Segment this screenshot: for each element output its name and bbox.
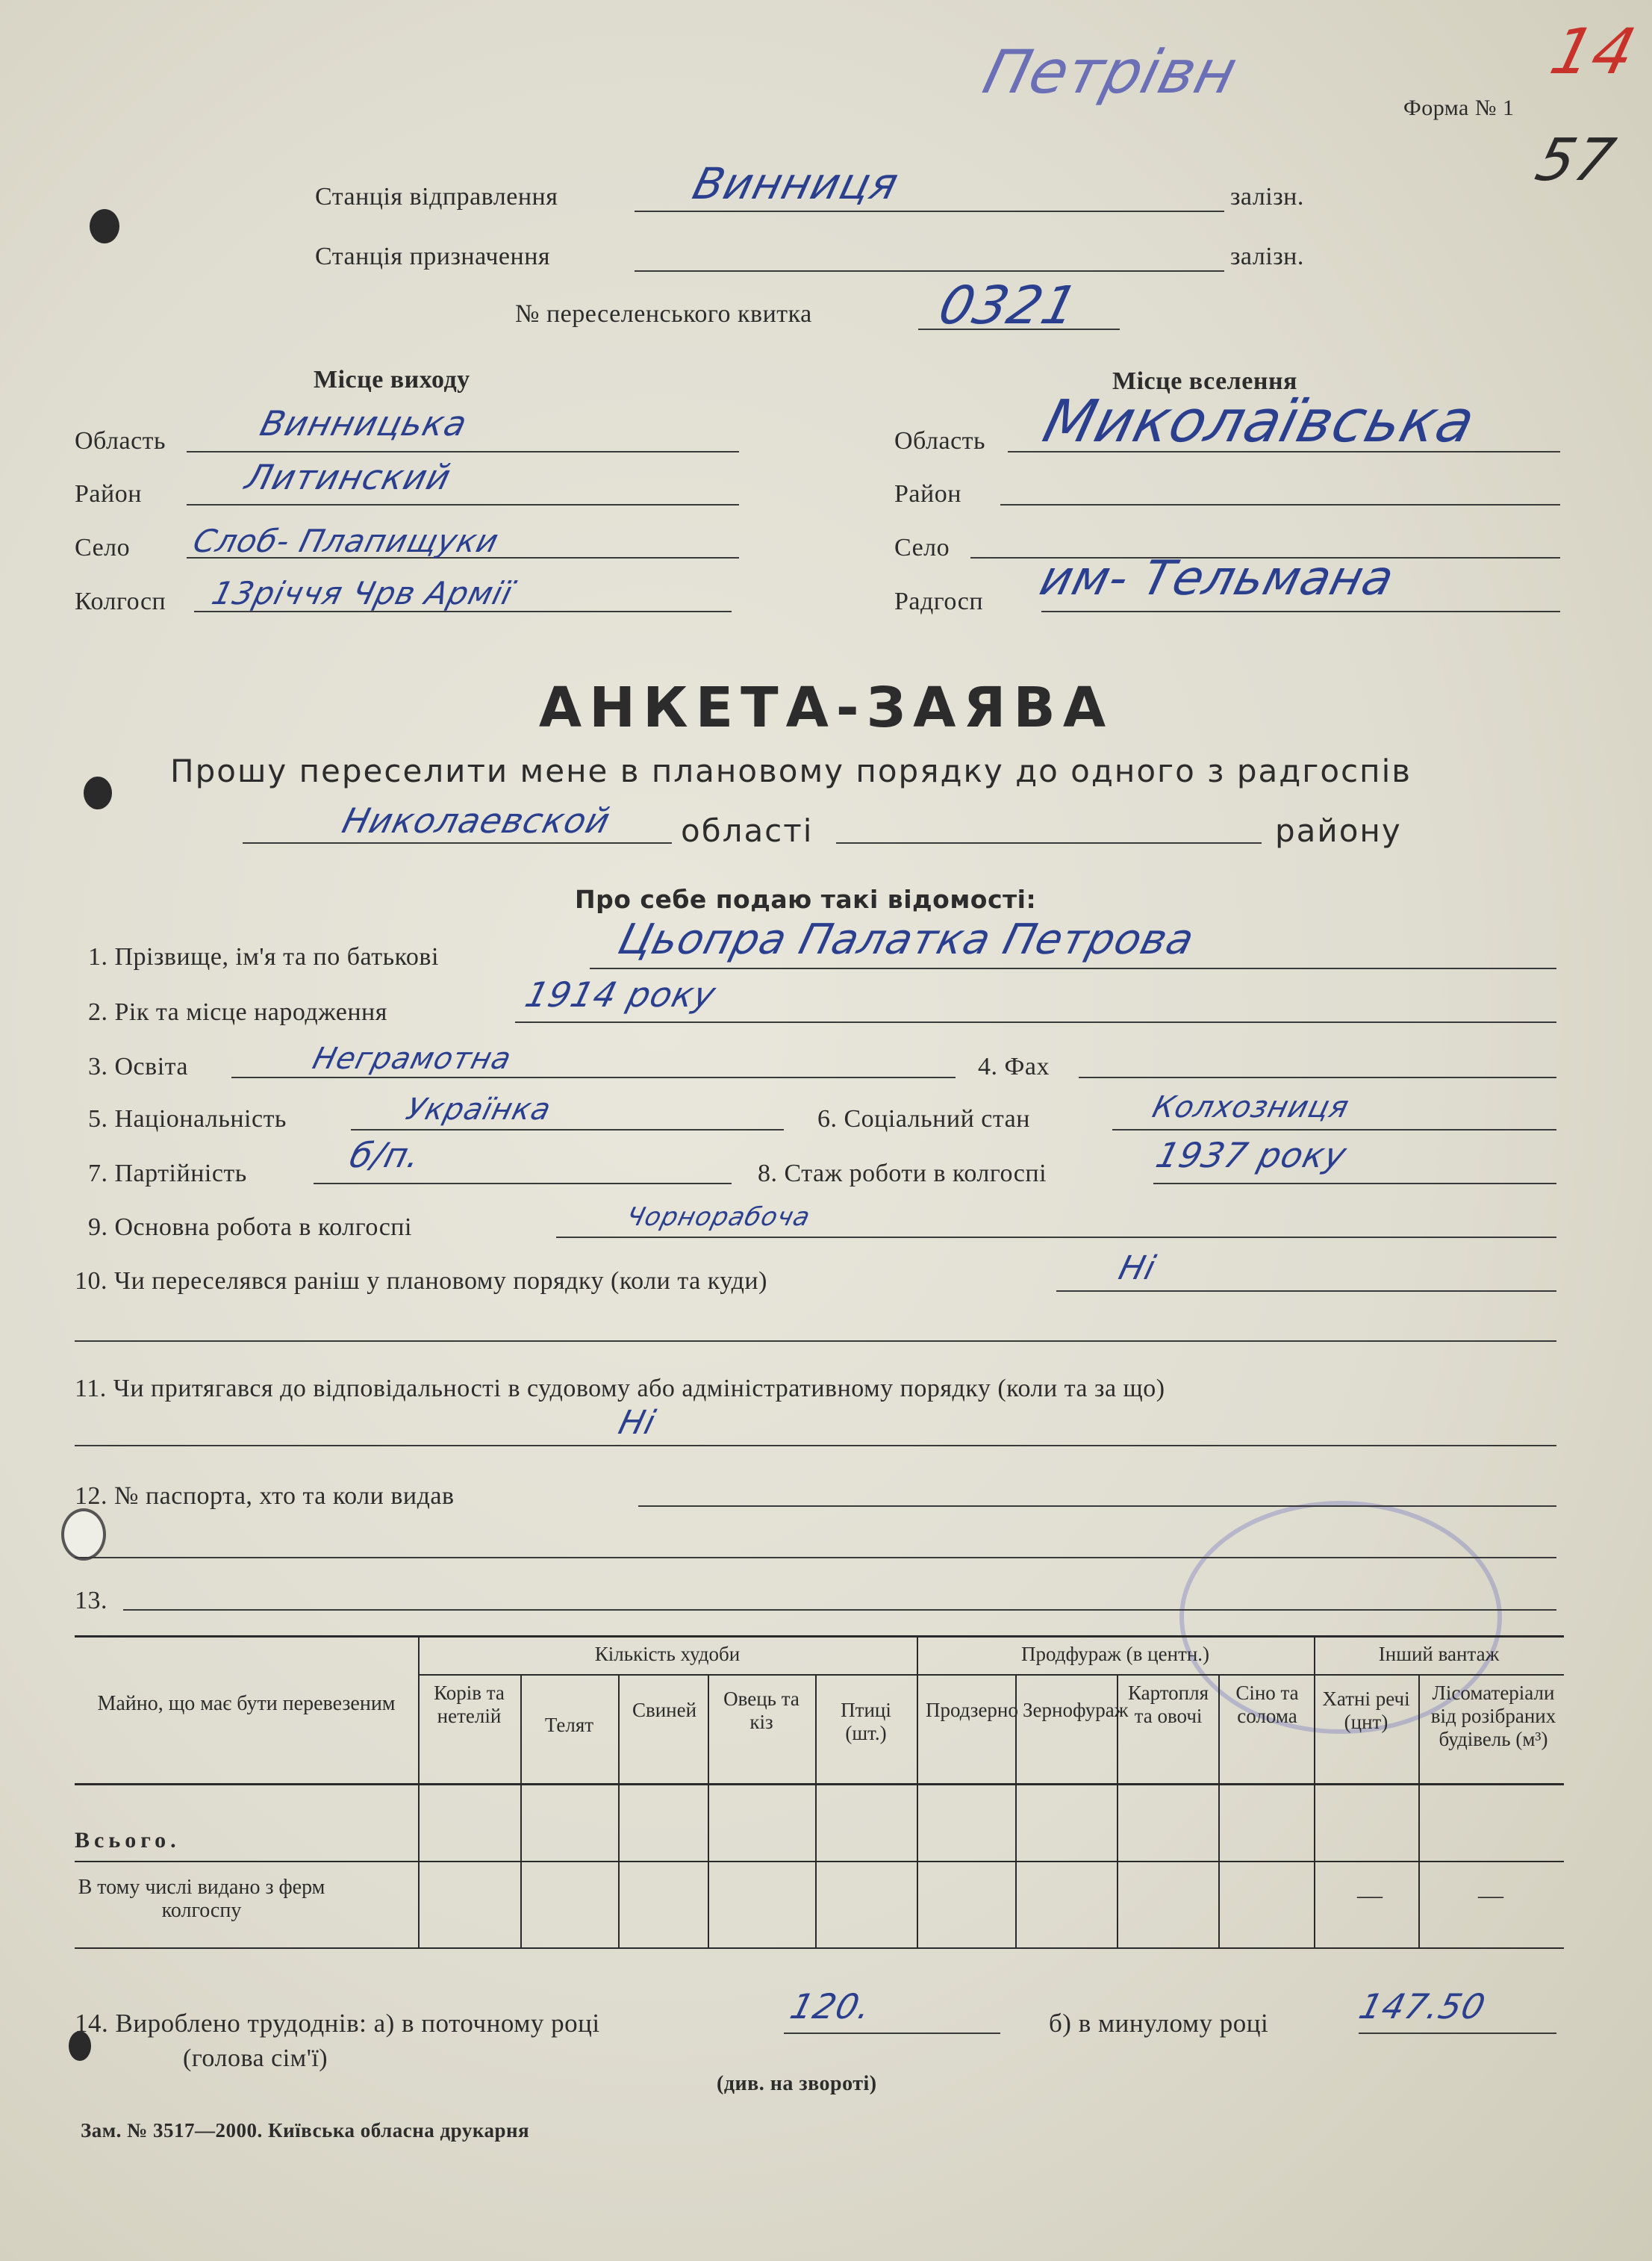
pencil-note: Петрівн bbox=[976, 37, 1245, 107]
q4-label: 4. Фах bbox=[978, 1053, 1050, 1080]
q2-line bbox=[515, 1021, 1556, 1023]
col-grain: Продзерно bbox=[926, 1699, 1018, 1721]
q7-value: б/п. bbox=[346, 1135, 426, 1175]
q10-line-2 bbox=[75, 1340, 1556, 1342]
request-line: Прошу переселити мене в плановому порядку до одного з радгоспів bbox=[170, 753, 1412, 789]
ticket-value: 0321 bbox=[932, 275, 1085, 336]
request-raion-line bbox=[836, 842, 1262, 844]
col-timber: Лісоматеріали від розібраних будівель (м³) bbox=[1430, 1682, 1556, 1750]
col-divider bbox=[618, 1674, 620, 1947]
settlement-radhosp-label: Радгосп bbox=[894, 588, 984, 615]
col-divider bbox=[1418, 1674, 1420, 1947]
group-fodder: Продфураж (в центн.) bbox=[1020, 1643, 1210, 1665]
q2-label: 2. Рік та місце народження bbox=[88, 998, 387, 1026]
q11-label: 11. Чи притягався до відповідальності в судовому або адміністративному порядку (коли та за що) bbox=[75, 1375, 1165, 1402]
q11-line bbox=[75, 1445, 1556, 1446]
q7-line bbox=[314, 1183, 732, 1184]
origin-raion-label: Район bbox=[75, 480, 142, 508]
row-total: Всього. bbox=[75, 1828, 181, 1853]
origin-selo: Слоб- Плапищуки bbox=[189, 523, 503, 559]
q13-label: 13. bbox=[75, 1587, 107, 1614]
departure-label: Станція відправлення bbox=[315, 183, 558, 211]
settlement-oblast: Миколаївська bbox=[1036, 388, 1483, 455]
origin-oblast-line bbox=[187, 451, 739, 452]
col-property: Майно, що має бути перевезеним bbox=[97, 1692, 396, 1715]
origin-raion: Литинский bbox=[241, 457, 455, 497]
q7-label: 7. Партійність bbox=[88, 1160, 247, 1187]
col-household: Хатні речі (цнт) bbox=[1322, 1688, 1410, 1733]
origin-oblast: Винницька bbox=[256, 403, 472, 444]
q10-value: Ні bbox=[1115, 1249, 1160, 1287]
q10-label: 10. Чи переселявся раніш у плановому порядку (коли та куди) bbox=[75, 1267, 767, 1295]
destination-line bbox=[635, 270, 1224, 272]
q13-line bbox=[123, 1609, 1556, 1611]
col-calves: Телят bbox=[544, 1714, 594, 1736]
punch-hole bbox=[90, 209, 119, 243]
q14-label: 14. Вироблено трудоднів: а) в поточному році bbox=[75, 2009, 600, 2038]
q5-line bbox=[351, 1129, 784, 1130]
q8-label: 8. Стаж роботи в колгоспі bbox=[758, 1160, 1047, 1187]
departure-line bbox=[635, 211, 1224, 212]
q14-prev-label: б) в минулому році bbox=[1049, 2009, 1269, 2038]
form-title: АНКЕТА-ЗАЯВА bbox=[538, 676, 1114, 740]
col-divider bbox=[520, 1674, 522, 1947]
cargo-table bbox=[75, 1635, 1564, 1949]
col-divider bbox=[418, 1635, 420, 1947]
q3-line bbox=[231, 1077, 956, 1078]
q6-line bbox=[1112, 1129, 1556, 1130]
col-divider bbox=[1314, 1635, 1315, 1947]
issued-dash-household: — bbox=[1357, 1882, 1383, 1909]
q12-line bbox=[638, 1505, 1556, 1507]
info-heading: Про себе подаю такі відомості: bbox=[575, 885, 1037, 914]
see-reverse: (див. на звороті) bbox=[717, 2072, 877, 2095]
q5-value: Українка bbox=[402, 1092, 555, 1127]
group-header-line bbox=[418, 1674, 1564, 1676]
settlement-raion-line bbox=[1000, 504, 1560, 506]
corner-number-b: 57 bbox=[1529, 127, 1622, 194]
destination-label: Станція призначення bbox=[315, 243, 551, 270]
q8-value: 1937 року bbox=[1152, 1135, 1351, 1175]
origin-oblast-label: Область bbox=[75, 427, 166, 455]
settlement-radhosp-line bbox=[1041, 611, 1560, 612]
settlement-radhosp: им- Тельмана bbox=[1034, 551, 1400, 606]
footer-imprint: Зам. № 3517—2000. Київська обласна друкарня bbox=[81, 2119, 530, 2142]
col-divider bbox=[1218, 1674, 1220, 1947]
row-issued: В тому числі видано з ферм колгоспу bbox=[78, 1876, 325, 1922]
q9-line bbox=[556, 1237, 1556, 1238]
request-oblast-line bbox=[243, 842, 672, 844]
q14-prev-line bbox=[1359, 2033, 1556, 2034]
col-pigs: Свиней bbox=[632, 1699, 697, 1721]
form-number: Форма № 1 bbox=[1403, 96, 1515, 120]
origin-heading: Місце виходу bbox=[314, 366, 470, 394]
origin-selo-label: Село bbox=[75, 534, 131, 562]
col-divider bbox=[917, 1635, 918, 1947]
q14-note: (голова сім'ї) bbox=[183, 2044, 328, 2072]
issued-dash-timber: — bbox=[1478, 1882, 1504, 1909]
col-cows: Корів та нетелій bbox=[434, 1682, 505, 1727]
request-oblast-value: Николаевской bbox=[338, 800, 615, 841]
q11-value: Ні bbox=[614, 1404, 660, 1442]
q14-current: 120. bbox=[786, 1986, 876, 2027]
col-poultry: Птиці (шт.) bbox=[841, 1699, 891, 1744]
ticket-label: № переселенського квитка bbox=[515, 300, 812, 328]
q9-value: Чорнорабоча bbox=[623, 1202, 814, 1232]
settlement-heading: Місце вселення bbox=[1112, 367, 1297, 395]
q6-value: Колхозниця bbox=[1149, 1090, 1353, 1125]
q14-previous: 147.50 bbox=[1355, 1986, 1490, 2027]
table-border-top bbox=[75, 1635, 1564, 1638]
q2-value: 1914 року bbox=[521, 974, 720, 1015]
q3-label: 3. Освіта bbox=[88, 1053, 189, 1080]
punch-hole bbox=[84, 777, 112, 809]
group-other: Інший вантаж bbox=[1378, 1643, 1500, 1665]
q1-line bbox=[590, 968, 1556, 969]
col-sheep: Овець та кіз bbox=[723, 1688, 799, 1733]
settlement-raion-label: Район bbox=[894, 480, 961, 508]
q4-line bbox=[1079, 1077, 1556, 1078]
origin-kolhosp-label: Колгосп bbox=[75, 588, 166, 615]
q9-label: 9. Основна робота в колгоспі bbox=[88, 1213, 412, 1241]
table-header-bottom bbox=[75, 1783, 1564, 1785]
col-potatoes: Картопля та овочі bbox=[1127, 1682, 1209, 1727]
corner-number-a: 14 bbox=[1543, 15, 1644, 88]
table-border-bottom bbox=[75, 1947, 1564, 1949]
q3-value: Неграмотна bbox=[309, 1042, 515, 1076]
q1-label: 1. Прізвище, ім'я та по батькові bbox=[88, 943, 439, 971]
table-row-divider bbox=[75, 1861, 1564, 1862]
punch-hole bbox=[61, 1508, 106, 1561]
col-divider bbox=[815, 1674, 817, 1947]
q12-label: 12. № паспорта, хто та коли видав bbox=[75, 1482, 455, 1510]
q12-line-2 bbox=[75, 1557, 1556, 1558]
q8-line bbox=[1153, 1183, 1556, 1184]
q10-line bbox=[1056, 1290, 1556, 1292]
q6-label: 6. Соціальний стан bbox=[817, 1105, 1030, 1133]
col-feed-grain: Зернофураж bbox=[1023, 1699, 1129, 1721]
col-divider bbox=[708, 1674, 709, 1947]
q5-label: 5. Національність bbox=[88, 1105, 287, 1133]
col-hay: Сіно та солома bbox=[1235, 1682, 1299, 1727]
departure-value: Винниця bbox=[688, 158, 904, 209]
departure-suffix: залізн. bbox=[1230, 183, 1304, 211]
destination-suffix: залізн. bbox=[1230, 243, 1304, 270]
request-raion-label: району bbox=[1275, 812, 1402, 849]
q14-current-line bbox=[784, 2033, 1000, 2034]
settlement-selo-label: Село bbox=[894, 534, 950, 562]
group-livestock: Кількість худоби bbox=[594, 1643, 741, 1665]
origin-raion-line bbox=[187, 504, 739, 506]
origin-kolhosp: 13річчя Чрв Армії bbox=[208, 575, 517, 612]
request-oblast-label: області bbox=[681, 812, 814, 849]
q1-value: Цьопра Палатка Петрова bbox=[613, 915, 1200, 964]
settlement-oblast-label: Область bbox=[894, 427, 986, 455]
